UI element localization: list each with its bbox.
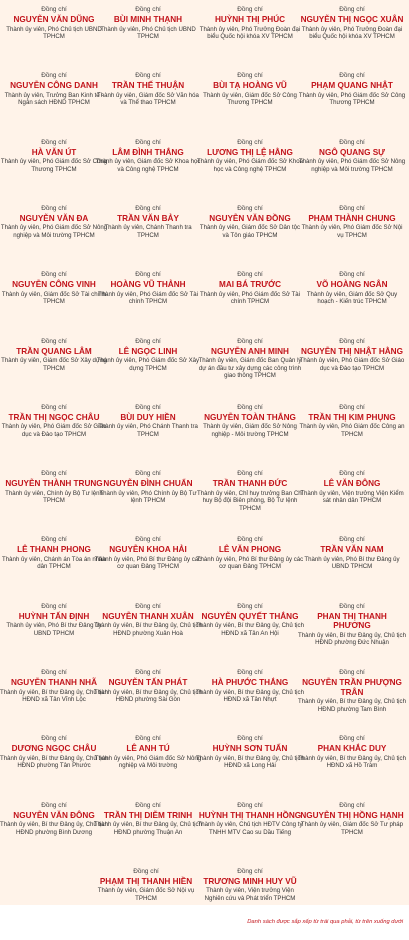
member-honorific: Đồng chí — [339, 6, 365, 13]
member-card — [196, 735, 304, 770]
member-honorific: Đồng chí — [41, 72, 67, 80]
member-name: NGUYỄN KHOA HẢI — [109, 545, 187, 555]
member-honorific: Đồng chí — [339, 470, 365, 478]
member-title: Thành ủy viên, Phó Giám đốc Sở Xây dựng TPHCM — [96, 357, 200, 372]
member-name: NGUYỄN ĐÌNH CHUẨN — [103, 479, 193, 489]
member-title: Thành ủy viên, Bí thư Đảng ủy, Chủ tịch HĐND xã Tân Nhựt — [196, 688, 304, 704]
member-name: LÊ VĂN ĐÔNG — [323, 479, 381, 489]
member-card — [94, 338, 202, 373]
member-title: Thành ủy viên, Bí thư Đảng ủy, Chủ tịch HĐND phường Xuân Hoà — [94, 622, 202, 637]
member-honorific: Đồng chí — [237, 801, 263, 809]
member-title: Thành ủy viên, Phó Trưởng Đoàn đại biểu Quốc hội khóa XV TPHCM — [301, 25, 403, 41]
member-card — [0, 404, 108, 439]
member-card — [298, 603, 406, 647]
member-card — [0, 802, 108, 837]
member-honorific: Đồng chí — [41, 669, 67, 676]
member-title: Thành ủy viên, Giám đốc Sở Khoa học và Công nghệ TPHCM — [95, 158, 201, 173]
member-card — [94, 6, 202, 41]
member-name: MAI BÁ TRƯỚC — [219, 280, 281, 290]
member-card — [298, 735, 406, 770]
member-honorific: Đồng chí — [237, 72, 263, 80]
member-title: Thành ủy viên, Giám đốc Sở Dân tộc và Tôn giáo TPHCM — [199, 224, 301, 239]
member-name: TRẦN THẾ THUẬN — [111, 81, 185, 91]
member-name: HUỲNH THỊ THANH HỒNG — [198, 810, 302, 820]
member-title: Thành ủy viên, Giám đốc Sở Nội vụ TPHCM — [97, 887, 195, 902]
member-card — [94, 205, 202, 240]
member-honorific: Đồng chí — [135, 735, 161, 743]
member-title: Thành ủy viên, Bí thư Đảng ủy, Chủ tịch HĐND phường Đức Nhuận — [298, 631, 406, 647]
member-card — [0, 669, 108, 704]
member-honorific: Đồng chí — [41, 204, 67, 212]
member-title: Thành ủy viên, Giám đốc Sở Tài chính TPHCM — [1, 290, 107, 306]
member-name: NGUYỄN THỊ HỒNG HẠNH — [300, 810, 404, 820]
member-title: Thành ủy viên, Phó Giám đốc Sở Công Thương TPHCM — [298, 91, 406, 107]
member-name: NGUYỄN VĂN ĐÔNG — [13, 810, 95, 820]
member-title: Thành ủy viên, Phó Giám đốc Sở Nông nghiệp và Môi trường TPHCM — [0, 224, 108, 239]
member-honorific: Đồng chí — [135, 403, 161, 411]
member-card — [0, 205, 108, 240]
member-card — [298, 72, 406, 107]
member-card — [196, 868, 304, 903]
member-honorific: Đồng chí — [339, 602, 365, 610]
member-honorific: Đồng chí — [41, 470, 67, 478]
member-card — [94, 536, 202, 571]
member-card — [0, 470, 108, 505]
member-name: LÊ NGỌC LINH — [118, 346, 178, 356]
member-name: NGUYỄN THANH NHÃ — [11, 678, 97, 687]
member-honorific: Đồng chí — [237, 536, 263, 544]
member-card — [0, 735, 108, 770]
member-name: NGUYỄN THỊ NGỌC XUÂN — [300, 15, 404, 24]
member-title: Thành ủy viên, Bí thư Đảng ủy, Chủ tịch HĐND xã Tân An Hội — [196, 622, 304, 637]
member-honorific: Đồng chí — [41, 602, 67, 610]
member-honorific: Đồng chí — [339, 204, 365, 212]
member-card — [94, 404, 202, 439]
member-honorific: Đồng chí — [237, 403, 263, 411]
member-honorific: Đồng chí — [237, 735, 263, 743]
member-honorific: Đồng chí — [135, 337, 161, 345]
member-title: Thành ủy viên, Bí thư Đảng ủy, Chủ tịch HĐND xã Tân Vĩnh Lộc — [0, 688, 108, 704]
member-title: Thành ủy viên, Viện trưởng Viện Nghiên cứu và Phát triển TPHCM — [204, 887, 296, 902]
member-name: DƯƠNG NGỌC CHÂU — [11, 744, 97, 754]
member-title: Thành ủy viên, Bí thư Đảng ủy, Chủ tịch HĐND phường Sài Gòn — [94, 688, 202, 704]
member-card — [94, 139, 202, 174]
member-honorific: Đồng chí — [339, 271, 365, 279]
member-card — [0, 139, 108, 174]
member-name: NGUYỄN THÀNH TRUNG — [5, 479, 103, 489]
member-honorific: Đồng chí — [339, 801, 365, 809]
member-title: Thành ủy viên, Trưởng Ban Kinh tế - Ngân sách HĐND TPHCM — [4, 91, 104, 107]
member-name: NGUYỄN QUYẾT THẮNG — [201, 611, 299, 621]
member-title: Thành ủy viên, Phó Giám đốc Sở Tài chính TPHCM — [97, 290, 199, 306]
member-title: Thành ủy viên, Phó Giám đốc Sở Khoa học và Công nghệ TPHCM — [197, 158, 303, 173]
member-name: TRẦN THỊ DIỄM TRINH — [103, 810, 193, 820]
member-title: Thành ủy viên, Giám đốc Sở Nông nghiệp - Môi trường TPHCM — [203, 423, 297, 438]
member-honorific: Đồng chí — [41, 138, 67, 146]
member-honorific: Đồng chí — [339, 337, 365, 345]
member-title: Thành ủy viên, Viện trưởng Viện Kiểm sát nhân dân TPHCM — [300, 489, 404, 505]
member-honorific: Đồng chí — [237, 867, 263, 875]
member-honorific: Đồng chí — [237, 669, 263, 676]
member-name: PHAN KHẮC DUY — [317, 744, 387, 754]
member-title: Thành ủy viên, Phó Bí thư Đảng ủy các cơ quan Đảng TPHCM — [196, 555, 304, 571]
member-title: Thành ủy viên, Phó Bí thư Đảng ủy các cơ quan Đảng TPHCM — [94, 555, 202, 571]
member-honorific: Đồng chí — [41, 735, 67, 743]
member-card — [196, 802, 304, 837]
member-honorific: Đồng chí — [237, 271, 263, 279]
member-title: Thành ủy viên, Phó Bí thư Đảng ủy UBND TPHCM — [304, 555, 400, 571]
member-card — [196, 338, 304, 380]
member-card — [94, 603, 202, 638]
member-name: NGUYỄN CÔNG DANH — [10, 81, 98, 91]
member-honorific: Đồng chí — [41, 271, 67, 279]
member-card — [94, 669, 202, 704]
member-name: HÀ VĂN ÚT — [31, 147, 77, 157]
member-card — [0, 6, 108, 41]
member-title: Thành ủy viên, Bí thư Đảng ủy, Chủ tịch HĐND phường Tam Bình — [298, 698, 406, 713]
member-honorific: Đồng chí — [135, 801, 161, 809]
member-title: Thành ủy viên, Bí thư Đảng ủy, Chủ tịch HĐND phường Bình Dương — [0, 821, 108, 836]
member-card — [196, 404, 304, 439]
member-honorific: Đồng chí — [237, 470, 263, 478]
member-honorific: Đồng chí — [135, 271, 161, 279]
footnote: Danh sách được sắp xếp từ trái qua phải, từ trên xuống dưới — [247, 919, 403, 925]
member-title: Thành ủy viên, Phó Giám đốc Sở Nông nghiệp và Môi trường — [94, 754, 202, 770]
member-card — [0, 603, 108, 638]
member-card — [0, 536, 108, 571]
member-card — [196, 603, 304, 638]
member-name: HUỲNH SƠN TUẤN — [212, 744, 288, 754]
member-card — [196, 669, 304, 704]
member-name: TRẦN THỊ KIM PHỤNG — [308, 412, 396, 422]
member-honorific: Đồng chí — [41, 337, 67, 345]
member-card — [196, 271, 304, 306]
member-card — [298, 205, 406, 240]
member-title: Thành ủy viên, Giám đốc Sở Văn hóa và Thể thao TPHCM — [97, 91, 199, 107]
member-title: Thành ủy viên, Giám đốc Sở Quy hoạch - Kiến trúc TPHCM — [306, 290, 398, 306]
member-card — [298, 470, 406, 505]
member-name: TRẦN THANH ĐỨC — [212, 479, 288, 489]
member-honorific: Đồng chí — [339, 669, 365, 676]
member-card — [298, 338, 406, 373]
member-title: Thành ủy viên, Chánh Thanh tra TPHCM — [104, 224, 192, 239]
member-honorific: Đồng chí — [339, 403, 365, 411]
member-name: PHẠM QUANG NHẬT — [311, 81, 393, 91]
member-title: Thành ủy viên, Chính ủy Bộ Tư lệnh TPHCM — [5, 489, 103, 505]
member-card — [196, 139, 304, 174]
member-name: LÊ ANH TÚ — [126, 744, 170, 754]
member-name: LƯƠNG THỊ LỆ HẰNG — [207, 147, 293, 157]
member-name: NGÔ QUANG SỰ — [319, 147, 385, 157]
member-title: Thành ủy viên, Giám đốc Sở Xây dựng TPHCM — [1, 357, 107, 372]
member-card — [298, 802, 406, 837]
member-name: TRẦN QUANG LÂM — [16, 346, 92, 356]
member-honorific: Đồng chí — [135, 138, 161, 146]
member-card — [298, 271, 406, 306]
member-card — [92, 868, 200, 903]
member-name: NGUYỄN TOÀN THẮNG — [204, 412, 296, 422]
member-honorific: Đồng chí — [237, 337, 263, 345]
member-title: Thành ủy viên, Phó Giám đốc Sở Nội vụ TPHCM — [301, 224, 403, 239]
member-honorific: Đồng chí — [135, 204, 161, 212]
member-title: Thành ủy viên, Phó Giám đốc Sở Công Thương TPHCM — [0, 158, 108, 173]
member-name: PHAN THỊ THANH PHƯƠNG — [317, 611, 387, 631]
member-name: NGUYỄN VĂN ĐA — [19, 213, 89, 223]
member-card — [298, 6, 406, 41]
member-honorific: Đồng chí — [41, 6, 67, 13]
member-title: Thành ủy viên, Chủ tịch HĐTV Công ty TNHH MTV Cao su Dầu Tiếng — [197, 821, 303, 836]
member-title: Thành ủy viên, Giám đốc Sở Tư pháp TPHCM — [300, 821, 404, 836]
member-card — [298, 669, 406, 713]
member-name: PHẠM THỊ THANH HIỀN — [99, 876, 193, 886]
member-honorific: Đồng chí — [339, 72, 365, 80]
member-card — [94, 470, 202, 505]
member-card — [196, 536, 304, 571]
member-title: Thành ủy viên, Chánh án Tòa án nhân dân TPHCM — [2, 555, 106, 571]
member-name: TRẦN VĂN BẢY — [117, 213, 179, 223]
member-honorific: Đồng chí — [133, 867, 159, 875]
member-card — [94, 735, 202, 770]
member-title: Thành ủy viên, Phó Giám đốc Sở Giáo dục và Đào tạo TPHCM — [1, 423, 107, 438]
member-honorific: Đồng chí — [237, 602, 263, 610]
member-name: NGUYỄN ANH MINH — [211, 346, 289, 356]
member-name: NGUYỄN CÔNG VINH — [12, 280, 96, 290]
member-title: Thành ủy viên, Phó Giám đốc Sở Nông nghiệp và Môi trường TPHCM — [298, 158, 406, 173]
member-title: Thành ủy viên, Phó Giám đốc Sở Giáo dục và Đào tạo TPHCM — [299, 357, 405, 372]
member-honorific: Đồng chí — [135, 536, 161, 544]
member-card — [0, 271, 108, 306]
member-name: HUỲNH THỊ PHÚC — [214, 15, 286, 24]
member-card — [0, 72, 108, 107]
member-title: Thành ủy viên, Giám đốc Sở Công Thương TPHCM — [203, 91, 297, 107]
member-card — [94, 802, 202, 837]
member-card — [196, 470, 304, 512]
member-title: Thành ủy viên, Giám đốc Ban Quản lý dự án đầu tư xây dựng các công trình giao thông TPHCM — [198, 357, 302, 380]
member-name: NGUYỄN TRẦN PHƯỢNG TRÂN — [302, 678, 402, 697]
member-title: Thành ủy viên, Bí thư Đảng ủy, Chủ tịch HĐND xã Long Hải — [196, 754, 304, 770]
member-title: Thành ủy viên, Phó Giám đốc Công an TPHCM — [299, 423, 405, 438]
member-card — [94, 271, 202, 306]
member-honorific: Đồng chí — [41, 403, 67, 411]
member-name: TRẦN VĂN NAM — [320, 545, 384, 555]
member-honorific: Đồng chí — [237, 6, 263, 13]
member-name: NGUYỄN TẤN PHÁT — [108, 678, 188, 687]
member-title: Thành ủy viên, Phó Chính ủy Bộ Tư lệnh TPHCM — [99, 489, 197, 505]
member-card — [196, 205, 304, 240]
member-honorific: Đồng chí — [135, 602, 161, 610]
member-honorific: Đồng chí — [41, 536, 67, 544]
member-name: TRƯƠNG MINH HUY VŨ — [203, 876, 297, 886]
member-honorific: Đồng chí — [135, 470, 161, 478]
member-honorific: Đồng chí — [135, 6, 161, 13]
member-title: Thành ủy viên, Bí thư Đảng ủy, Chủ tịch HĐND phường Tân Phước — [0, 754, 108, 770]
member-card — [298, 139, 406, 174]
member-name: NGUYỄN VĂN ĐỒNG — [209, 213, 291, 223]
member-card — [298, 536, 406, 571]
member-name: HUỲNH TẤN ĐỊNH — [18, 611, 90, 621]
member-card — [196, 6, 304, 41]
member-honorific: Đồng chí — [135, 669, 161, 676]
member-card — [298, 404, 406, 439]
member-name: PHẠM THÀNH CHUNG — [308, 213, 396, 223]
member-name: VÕ HOÀNG NGÂN — [316, 280, 388, 290]
footer — [0, 905, 409, 940]
member-name: NGUYỄN VĂN DŨNG — [13, 15, 95, 24]
member-title: Thành ủy viên, Chỉ huy trưởng Ban Chỉ huy Bộ đội Biên phòng, Bộ Tư lệnh TPHCM — [197, 489, 303, 512]
member-honorific: Đồng chí — [41, 801, 67, 809]
member-name: BÙI DUY HIỀN — [120, 412, 176, 422]
member-title: Thành ủy viên, Phó Chủ tịch UBND TPHCM — [100, 25, 196, 41]
member-title: Thành ủy viên, Phó Trưởng Đoàn đại biểu Quốc hội khóa XV TPHCM — [199, 25, 301, 41]
member-honorific: Đồng chí — [135, 72, 161, 80]
member-honorific: Đồng chí — [237, 204, 263, 212]
member-title: Thành ủy viên, Bí thư Đảng ủy, Chủ tịch HĐND xã Hồ Tràm — [298, 754, 406, 770]
member-honorific: Đồng chí — [237, 138, 263, 146]
member-name: HÀ PHƯỚC THẮNG — [211, 678, 289, 687]
member-card — [0, 338, 108, 373]
member-title: Thành ủy viên, Phó Chủ tịch UBND TPHCM — [6, 25, 102, 41]
member-name: BÙI TẠ HOÀNG VŨ — [213, 81, 287, 91]
member-honorific: Đồng chí — [339, 138, 365, 146]
member-name: TRẦN THỊ NGỌC CHÂU — [8, 412, 100, 422]
member-name: LÊ VĂN PHONG — [218, 545, 282, 555]
member-card — [94, 72, 202, 107]
member-name: LÊ THANH PHONG — [17, 545, 91, 555]
member-title: Thành ủy viên, Phó Bí thư Đảng ủy UBND TPHCM — [6, 622, 102, 637]
member-name: HOÀNG VŨ THẢNH — [110, 280, 186, 290]
member-name: NGUYỄN THANH XUÂN — [102, 611, 194, 621]
member-title: Thành ủy viên, Bí thư Đảng ủy, Chủ tịch HĐND phường Thuận An — [94, 821, 202, 836]
member-name: NGUYỄN THỊ NHẬT HẰNG — [301, 346, 403, 356]
member-honorific: Đồng chí — [339, 536, 365, 544]
member-title: Thành ủy viên, Phó Giám đốc Sở Tài chính TPHCM — [199, 290, 301, 306]
member-title: Thành ủy viên, Phó Chánh Thanh tra TPHCM — [98, 423, 198, 438]
member-name: BÙI MINH THẠNH — [113, 15, 183, 24]
member-name: LÂM ĐÌNH THẮNG — [112, 147, 184, 157]
member-card — [196, 72, 304, 107]
member-honorific: Đồng chí — [339, 735, 365, 743]
